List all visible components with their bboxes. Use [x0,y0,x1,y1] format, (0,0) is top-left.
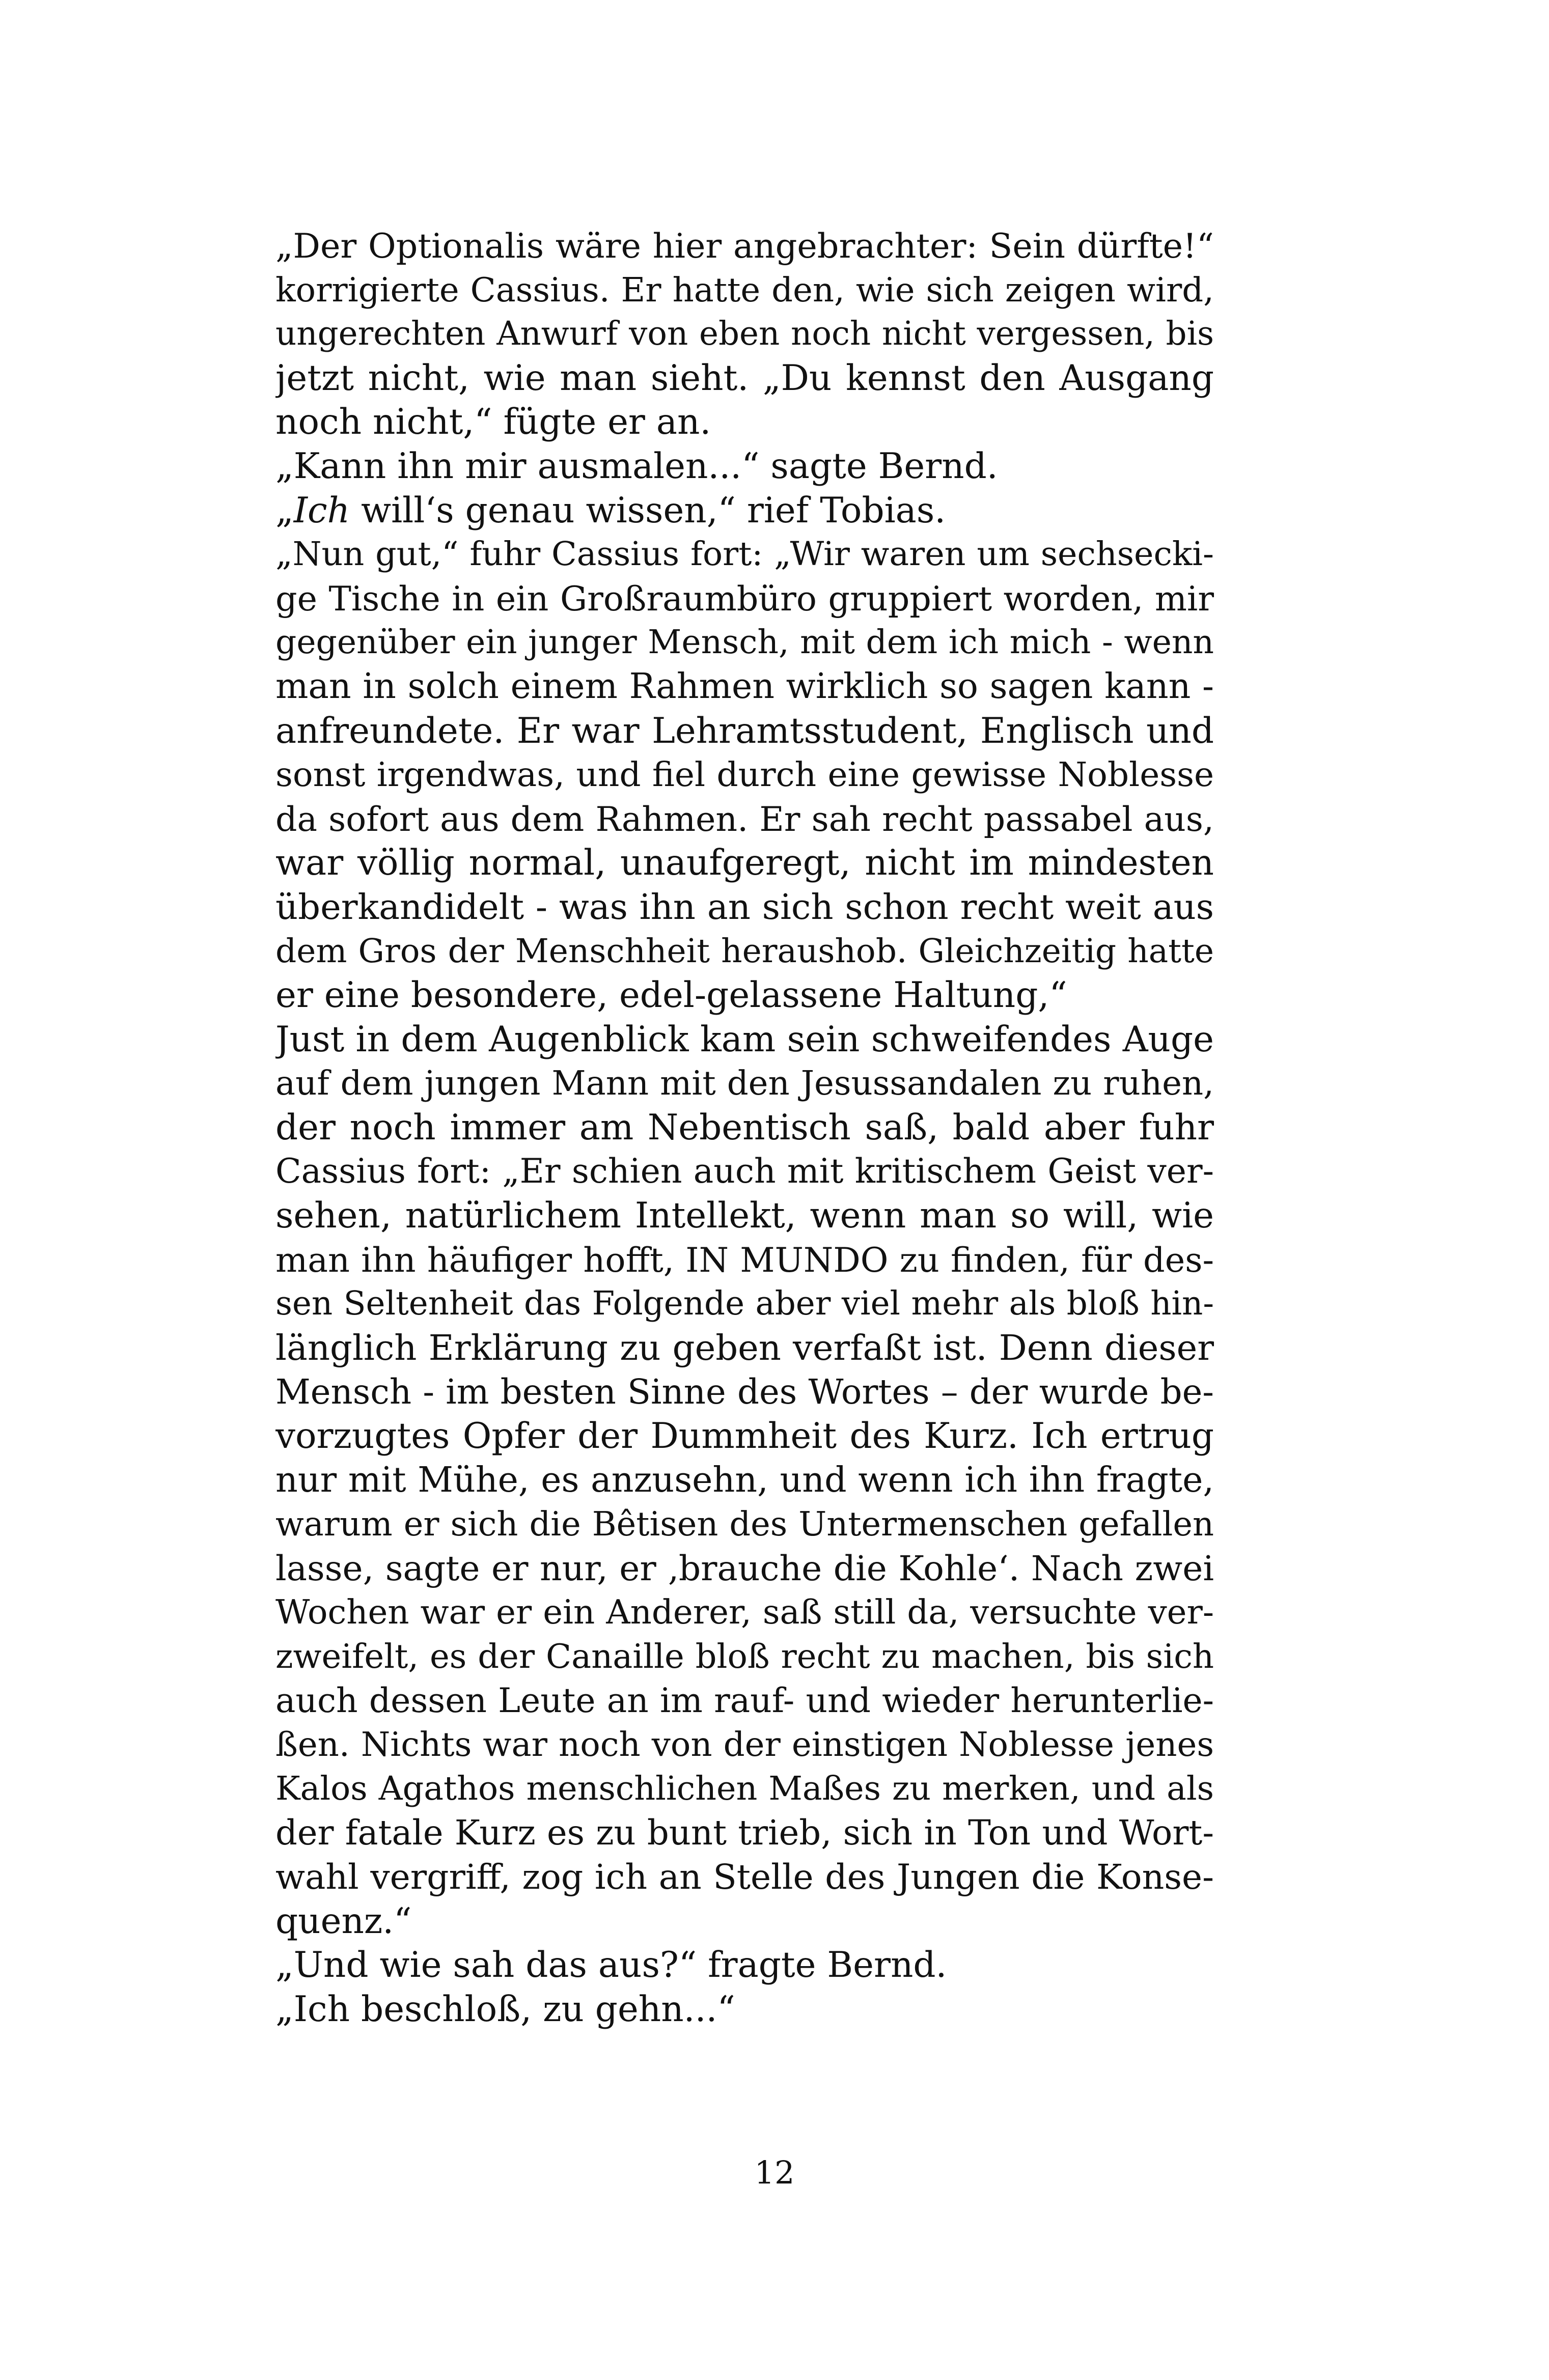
text-line: länglich Erklärung zu geben verfaßt ist. Denn dieser [275,1327,1214,1368]
text-line: Kalos Agathos menschlichen Maßes zu merken, und als [275,1769,1214,1808]
text-line: ungerechten Anwurf von eben noch nicht vergessen, bis [275,315,1214,353]
text-line: war völlig normal, unaufgeregt, nicht im mindesten [275,843,1214,884]
text-line: ßen. Nichts war noch von der einstigen Noblesse jenes [275,1725,1214,1765]
text-line: Mensch - im besten Sinne des Wortes – der wurde be- [275,1372,1214,1412]
text-fragment: will‘s genau wissen,“ rief Tobias. [350,490,946,531]
text-line: wahl vergriff, zog ich an Stelle des Jungen die Konse- [275,1856,1214,1897]
text-line: sehen, natürlichem Intellekt, wenn man so will, wie [275,1195,1214,1237]
text-line: überkandidelt - was ihn an sich schon recht weit aus [275,886,1214,928]
text-line: auf dem jungen Mann mit den Jesussandalen zu ruhen, [275,1064,1214,1103]
text-line: man ihn häufiger hofft, IN MUNDO zu finden, für des- [275,1240,1214,1280]
text-line: der noch immer am Nebentisch saß, bald aber fuhr [275,1107,1214,1148]
text-line: „Ich beschloß, zu gehn...“ [275,1989,735,2030]
text-line: der fatale Kurz es zu bunt trieb, sich in Ton und Wort- [275,1813,1214,1853]
text-line [275,489,1214,533]
text-line: jetzt nicht, wie man sieht. „Du kennst den Ausgang [275,357,1214,399]
text-line: Wochen war er ein Anderer, saß still da, versuchte ver- [275,1593,1214,1632]
text-line: vorzugtes Opfer der Dummheit des Kurz. Ich ertrug [275,1416,1214,1457]
text-line: Just in dem Augenblick kam sein schweifendes Auge [275,1019,1214,1060]
text-line: lasse, sagte er nur, er ‚brauche die Kohle‘. Nach zwei [275,1548,1214,1588]
text-fragment: „ [275,490,294,531]
text-line: „Kann ihn mir ausmalen...“ sagte Bernd. [275,445,998,487]
text-line: noch nicht,“ fügte er an. [275,402,711,443]
emphasized-word: Ich [293,490,350,531]
text-line: ge Tische in ein Großraumbüro gruppiert worden, mir [275,578,1214,619]
text-line: auch dessen Leute an im rauf- und wieder herunterlie- [275,1681,1214,1720]
text-line: „Und wie sah das aus?“ fragte Bernd. [275,1945,947,1986]
text-line: sen Seltenheit das Folgende aber viel mehr als bloß hin- [275,1284,1214,1323]
body-text [275,224,1214,2031]
text-line: warum er sich die Bêtisen des Untermenschen gefallen [275,1505,1214,1544]
text-line: sonst irgendwas, und fiel durch eine gewisse Noblesse [275,755,1214,795]
text-line: nur mit Mühe, es anzusehn, und wenn ich ihn fragte, [275,1460,1214,1500]
text-line: korrigierte Cassius. Er hatte den, wie sich zeigen wird, [275,270,1214,310]
page-number: 12 [754,2154,795,2191]
text-line: er eine besondere, edel-gelassene Haltung,“ [275,975,1067,1016]
text-line: gegenüber ein junger Mensch, mit dem ich mich - wenn [275,623,1214,662]
text-line: da sofort aus dem Rahmen. Er sah recht passabel aus, [275,799,1214,839]
text-line: man in solch einem Rahmen wirklich so sagen kann - [275,666,1214,707]
text-line: „Nun gut,“ fuhr Cassius fort: „Wir waren um sechsecki- [275,535,1214,574]
text-line: Cassius fort: „Er schien auch mit kritischem Geist ver- [275,1152,1214,1191]
text-line: quenz.“ [275,1900,412,1942]
text-line: zweifelt, es der Canaille bloß recht zu machen, bis sich [275,1637,1214,1676]
text-line: anfreundete. Er war Lehramtsstudent, Englisch und [275,710,1214,751]
text-line: „Der Optionalis wäre hier angebrachter: Sein dürfte!“ [275,226,1214,266]
text-line: dem Gros der Menschheit heraushob. Gleichzeitig hatte [275,932,1214,970]
